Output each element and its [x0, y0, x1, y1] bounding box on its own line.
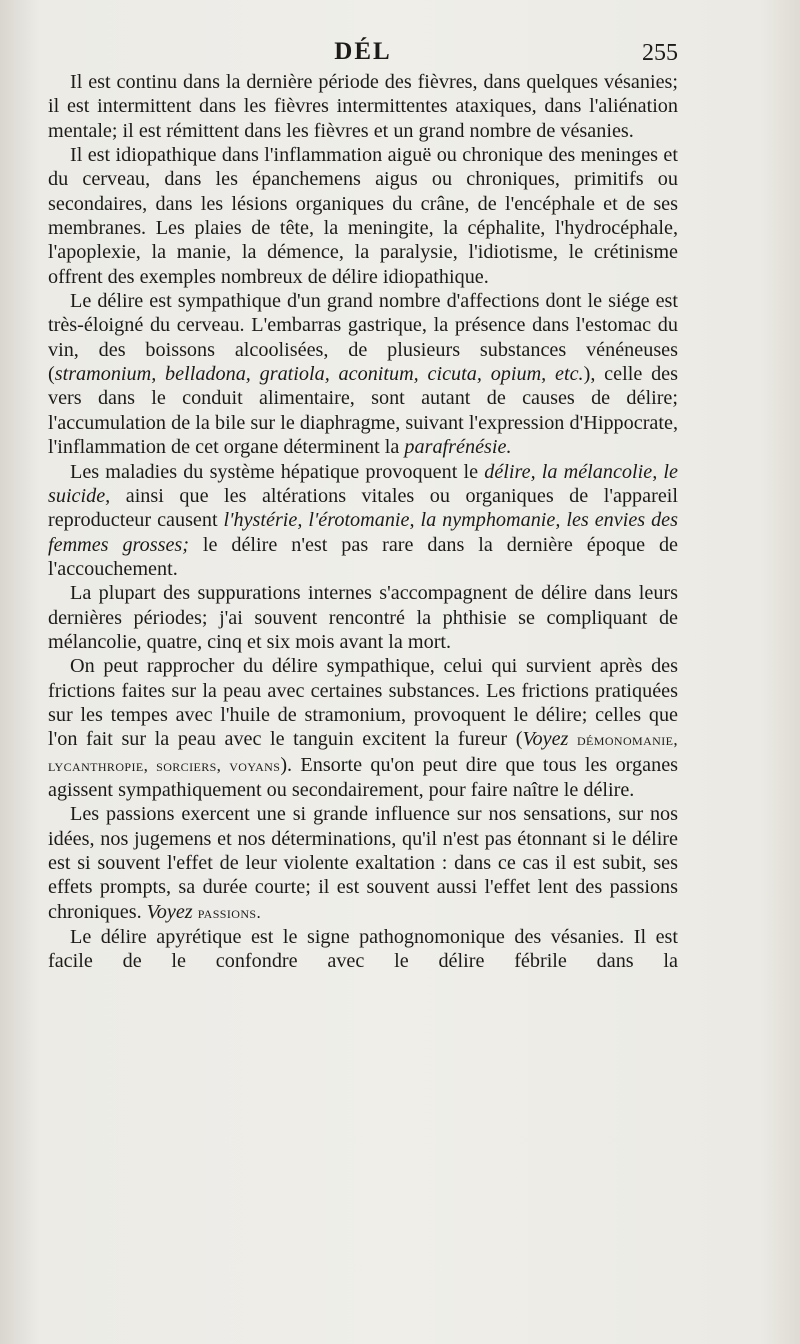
paragraph-6 — [48, 654, 678, 802]
paragraph-7 — [48, 802, 678, 925]
paragraph-3 — [48, 289, 678, 459]
paragraph-3-italic-term: parafrénésie. — [404, 436, 512, 459]
paragraph-7-voyez: Voyez — [146, 900, 193, 923]
paragraph-4 — [48, 460, 678, 582]
paragraph-6-text-a: On peut rapprocher du délire sympathique, celui qui survient après des frictions faites sur la peau avec certaines substances. Les frictions pratiquées sur les tempes avec l'huile de stramonium, provoquent le délire; celles que l'on fait sur la peau avec le tanguin excitent la fureur ( — [48, 655, 678, 751]
paragraph-4-text-c: ainsi que les altérations vitales ou organiques de l'appareil reproducteur causent — [48, 484, 678, 532]
paragraph-7-text-a: Les passions exercent une si grande influence sur nos sensations, sur nos idées, nos jugemens et nos déterminations, qu'il n'est pas étonnant si le délire est si souvent l'effet de leur violente exaltation : dans ce cas il est subit, ses effets prompts, sa durée courte; il est souvent aussi l'effet lent des passions chroniques. — [48, 803, 678, 923]
paragraph-6-text-d: ). Ensorte qu'on peut dire que tous les organes agissent sympathiquement ou secondairement, pour faire naître le délire. — [48, 753, 679, 801]
paragraph-5: La plupart des suppurations internes s'accompagnent de délire dans leurs dernières périodes; j'ai souvent rencontré la phthisie se compliquant de mélancolie, quatre, cinq et six mois avant la mort. — [48, 582, 678, 653]
paragraph-4-text-e: le délire n'est pas rare dans la dernière époque de l'accouchement. — [48, 533, 679, 580]
page-header — [48, 38, 678, 72]
running-head: DÉL — [334, 38, 392, 65]
paragraph-4-text-a: Les maladies du système hépatique provoquent le — [70, 460, 485, 483]
paragraph-3-italic-plants: stramonium, belladona, gratiola, aconitum, cicuta, opium, etc. — [54, 363, 584, 386]
paragraph-1: Il est continu dans la dernière période des fièvres, dans quelques vésanies; il est intermittent dans les fièvres intermittentes ataxiques, dans l'aliénation mentale; il est rémittent dans les fièvres et un grand nombre de vésanies. — [48, 71, 678, 142]
body-text — [48, 70, 678, 974]
paragraph-8: Le délire apyrétique est le signe pathognomonique des vésanies. Il est facile de le confondre avec le délire fébrile dans la — [48, 926, 678, 973]
paragraph-3-text-c: ), celle des vers dans le conduit alimentaire, sont autant de causes de délire; l'accumulation de la bile sur le diaphragme, suivant l'expression d'Hippocrate, l'inflammation de cet organe déterminent la — [48, 363, 678, 459]
paragraph-6-voyez: Voyez — [522, 728, 569, 751]
paragraph-4-italic-b: l'hystérie, l'érotomanie, la nymphomanie, les envies des femmes grosses; — [48, 509, 678, 556]
paragraph-6-cross-refs: démonomanie, lycanthropie, sorciers, voyans — [48, 730, 679, 775]
page-number: 255 — [642, 40, 678, 66]
paragraph-3-text-a: Le délire est sympathique d'un grand nombre d'affections dont le siége est très-éloigné du cerveau. L'embarras gastrique, la présence dans l'estomac du vin, des boissons alcoolisées, de plusieurs substances vénéneuses ( — [48, 290, 678, 386]
paragraph-4-italic-a: délire, la mélancolie, le suicide, — [48, 460, 678, 507]
paragraph-7-cross-ref: passions. — [197, 902, 262, 922]
paragraph-2: Il est idiopathique dans l'inflammation aiguë ou chronique des meninges et du cerveau, dans les épanchemens aigus ou chroniques, primitifs ou secondaires, dans les lésions organiques du crâne, de l'encéphale et de ses membranes. Les plaies de tête, la meningite, la céphalite, l'hydrocéphale, l'apoplexie, la manie, la démence, la paralysie, l'idiotisme, le crétinisme offrent des exemples nombreux de délire idiopathique. — [48, 144, 678, 288]
